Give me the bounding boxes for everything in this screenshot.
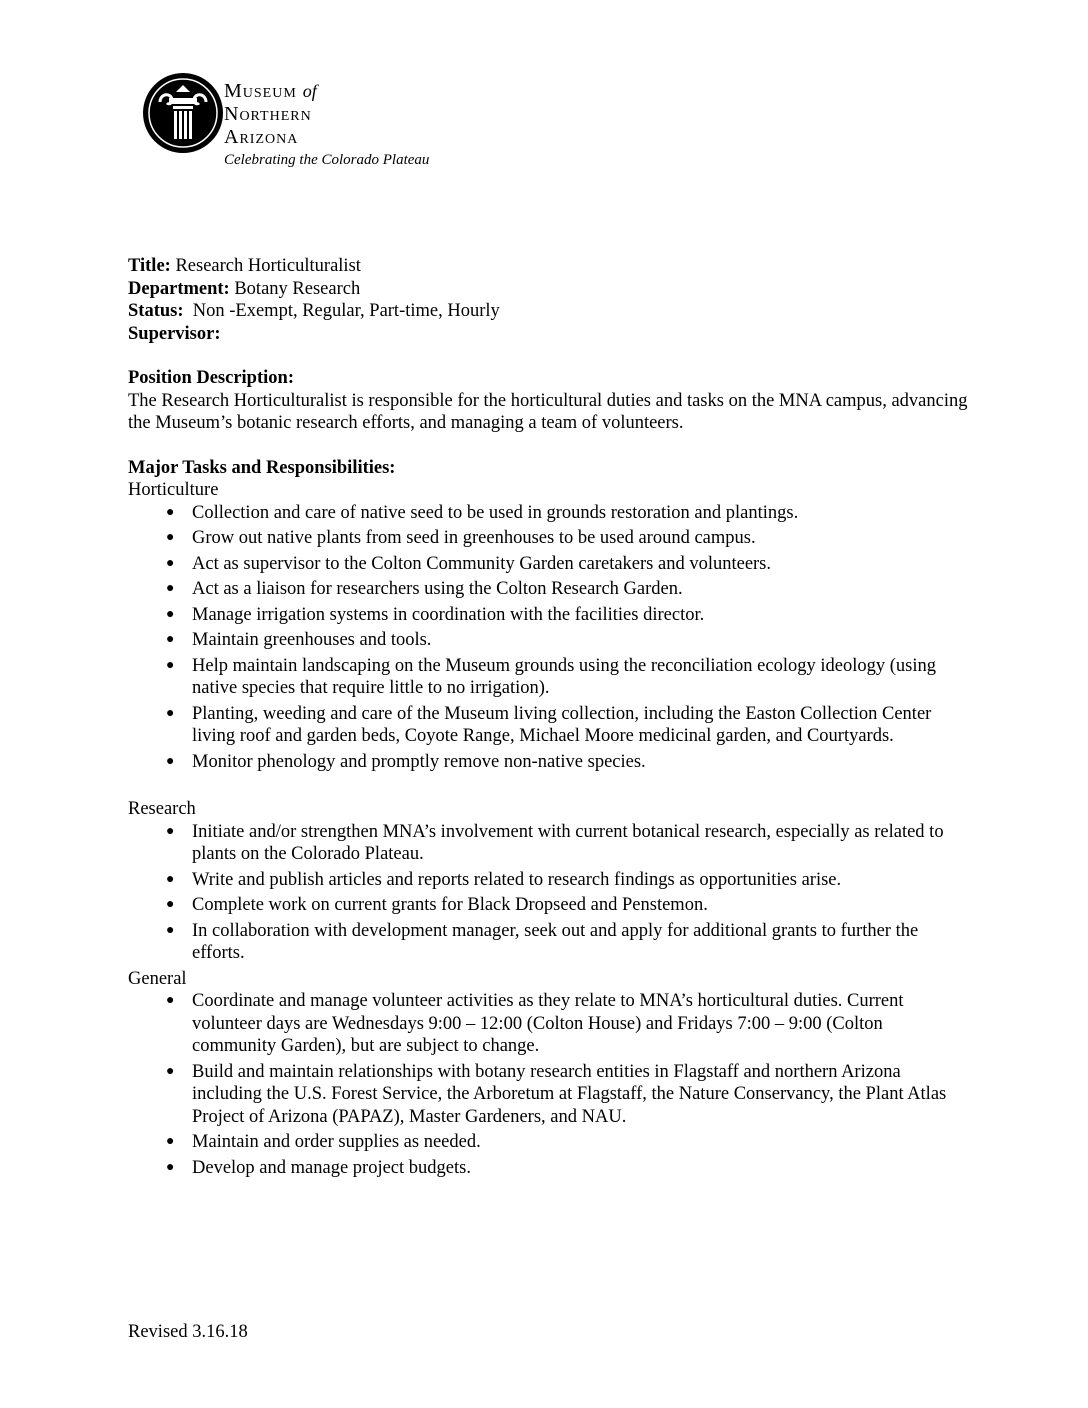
job-meta	[128, 255, 968, 345]
list-item	[128, 502, 968, 525]
list-item-text: Complete work on current grants for Black Dropseed and Penstemon.	[192, 895, 708, 915]
list-item-text: In collaboration with development manager, seek out and apply for additional grants to further the efforts.	[192, 920, 919, 963]
research-list	[128, 821, 968, 965]
list-item	[128, 703, 968, 748]
list-item-text: Develop and manage project budgets.	[192, 1157, 471, 1178]
meta-supervisor-label: Supervisor:	[128, 323, 221, 344]
list-item-text: Coordinate and manage volunteer activities as they relate to MNA’s horticultural duties. Current volunteer days are Wednesdays 9:00 – 12:00 (Colton House) and Fridays 7:00 – 9:00 (Colton community Garden), but are subject to change.	[192, 991, 904, 1056]
list-item-text: Manage irrigation systems in coordination with the facilities director.	[192, 604, 705, 625]
list-item-text: Monitor phenology and promptly remove non-native species.	[192, 751, 646, 772]
list-item-text: Build and maintain relationships with botany research entities in Flagstaff and northern Arizona including the U.S. Forest Service, the Arboretum at Flagstaff, the Nature Conservancy, the Plant Atlas Project of Arizona (PAPAZ), Master Gardeners, and NAU.	[192, 1061, 947, 1127]
list-item	[128, 527, 968, 550]
list-item-text: Maintain and order supplies as needed.	[192, 1132, 481, 1152]
horticulture-list	[128, 502, 968, 774]
spacer	[128, 776, 968, 798]
bullet-icon: ●	[166, 555, 175, 571]
list-item	[128, 1157, 968, 1180]
list-item-text: Grow out native plants from seed in greenhouses to be used around campus.	[192, 528, 756, 548]
list-item	[128, 578, 968, 601]
list-item-text: Collection and care of native seed to be used in grounds restoration and plantings.	[192, 502, 799, 523]
meta-department-label: Department:	[128, 278, 230, 299]
museum-name-of: of	[302, 81, 317, 101]
meta-status-value: Non -Exempt, Regular, Part-time, Hourly	[183, 301, 500, 321]
meta-supervisor	[128, 323, 968, 346]
meta-status	[128, 300, 968, 323]
section-horticulture-heading: Horticulture	[128, 480, 219, 500]
list-item	[128, 751, 968, 774]
list-item	[128, 1061, 968, 1129]
general-list	[128, 990, 968, 1179]
list-item	[128, 553, 968, 576]
major-tasks-heading: Major Tasks and Responsibilities:	[128, 457, 396, 478]
bullet-icon: ●	[166, 632, 175, 647]
meta-title	[128, 255, 968, 278]
list-item-text: Act as supervisor to the Colton Community Garden caretakers and volunteers.	[192, 553, 772, 574]
bullet-icon: ●	[166, 823, 175, 839]
bullet-icon: ●	[166, 1063, 175, 1079]
bullet-icon: ●	[166, 993, 175, 1008]
museum-logo	[142, 72, 482, 182]
section-general-heading: General	[128, 968, 187, 989]
list-item-text: Write and publish articles and reports related to research findings as opportunities arise.	[192, 869, 842, 890]
meta-department-value: Botany Research	[229, 278, 361, 299]
list-item-text: Initiate and/or strengthen MNA’s involvement with current botanical research, especially as related to plants on the Colorado Plateau.	[192, 821, 944, 864]
bullet-icon: ●	[166, 657, 175, 673]
list-item	[128, 894, 968, 917]
bullet-icon: ●	[166, 530, 175, 545]
meta-title-value: Research Horticulturalist	[170, 256, 361, 276]
section-research-heading: Research	[128, 799, 196, 819]
bullet-icon: ●	[166, 922, 175, 938]
museum-tagline: Celebrating the Colorado Plateau	[224, 152, 430, 168]
bullet-icon: ●	[166, 504, 175, 520]
list-item	[128, 655, 968, 700]
column-capital-emblem-icon	[142, 72, 224, 154]
list-item	[128, 869, 968, 892]
bullet-icon: ●	[166, 897, 175, 912]
bullet-icon: ●	[166, 1159, 175, 1175]
meta-title-label: Title:	[128, 256, 171, 276]
list-item	[128, 604, 968, 627]
bullet-icon: ●	[166, 1134, 175, 1149]
bullet-icon: ●	[166, 871, 175, 887]
list-item	[128, 920, 968, 965]
revision-date: Revised 3.16.18	[128, 1322, 248, 1342]
list-item	[128, 821, 968, 866]
museum-name-line-2: Northern	[224, 103, 312, 125]
bullet-icon: ●	[166, 606, 175, 622]
position-description-heading: Position Description:	[128, 368, 294, 388]
position-description-text: The Research Horticulturalist is responsible for the horticultural duties and tasks on the MNA campus, advancing the Museum’s botanic research efforts, and managing a team of volunteers.	[128, 390, 968, 433]
museum-name	[224, 80, 317, 149]
list-item	[128, 629, 968, 652]
meta-status-label: Status:	[128, 301, 184, 321]
list-item-text: Act as a liaison for researchers using the Colton Research Garden.	[192, 579, 683, 599]
list-item	[128, 1131, 968, 1154]
list-item	[128, 990, 968, 1058]
list-item-text: Planting, weeding and care of the Museum living collection, including the Easton Collection Center living roof and garden beds, Coyote Range, Michael Moore medicinal garden, and Courtyards.	[192, 703, 932, 746]
bullet-icon: ●	[166, 581, 175, 596]
bullet-icon: ●	[166, 705, 175, 721]
list-item-text: Maintain greenhouses and tools.	[192, 630, 432, 650]
list-item-text: Help maintain landscaping on the Museum grounds using the reconciliation ecology ideology (using native species that require little to no irrigation).	[192, 655, 936, 698]
museum-name-line-3: Arizona	[224, 126, 299, 148]
museum-name-line-1: Museum	[224, 80, 297, 102]
bullet-icon: ●	[166, 753, 175, 769]
document-body	[128, 255, 968, 1182]
meta-department	[128, 278, 968, 301]
